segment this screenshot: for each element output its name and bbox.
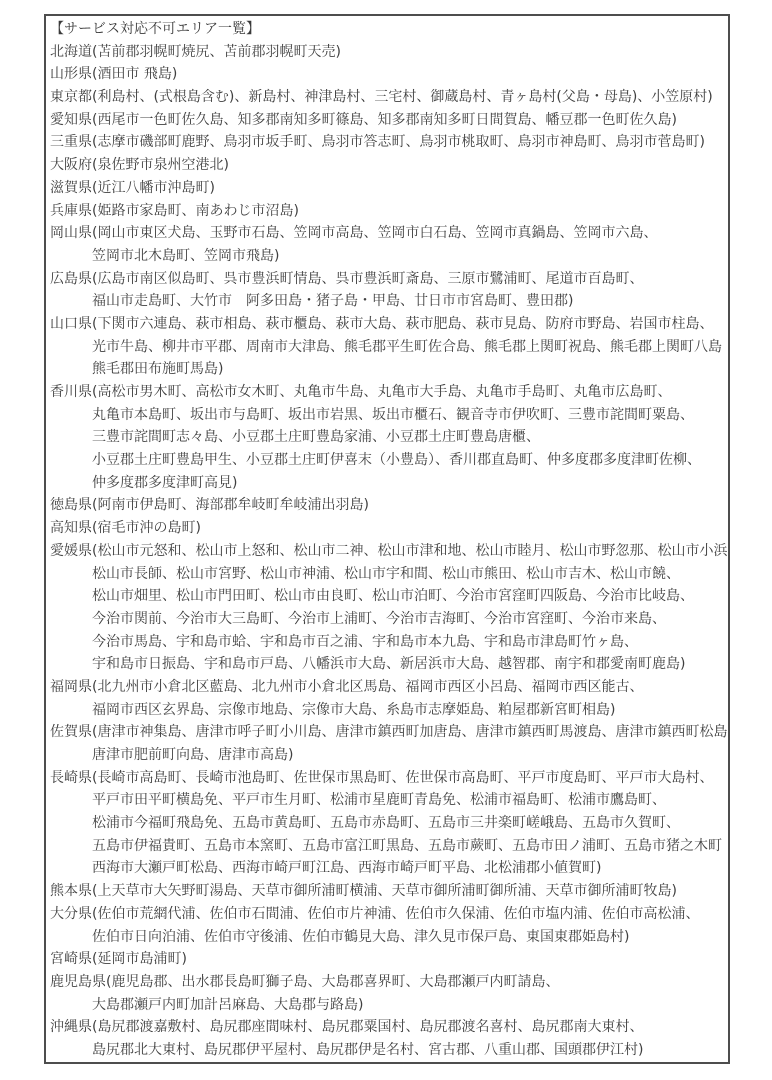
area-line: 今治市関前、今治市大三島町、今治市上浦町、今治市吉海町、今治市宮窪町、今治市来島、	[92, 610, 666, 627]
area-line: 島尻郡北大東村、島尻郡伊平屋村、島尻郡伊是名村、宮古郡、八重山郡、国頭郡伊江村)	[92, 1041, 644, 1058]
area-line: 松浦市今福町飛島免、五島市黄島町、五島市赤島町、五島市三井楽町嵯峨島、五島市久賀町、	[92, 815, 680, 832]
area-lines	[50, 41, 728, 1062]
area-line: 光市牛島、柳井市平郡、周南市大津島、熊毛郡平生町佐合島、熊毛郡上関町祝島、熊毛郡上関町八島	[92, 338, 722, 355]
area-line: 鹿児島県(鹿児島郡、出水郡長島町獅子島、大島郡喜界町、大島郡瀬戸内町請島、	[50, 973, 560, 990]
area-line: 丸亀市本島町、坂出市与島町、坂出市岩黒、坂出市櫃石、観音寺市伊吹町、三豊市詫間町粟島、	[92, 406, 694, 423]
area-line: 滋賀県(近江八幡市沖島町)	[50, 179, 215, 196]
area-line: 熊本県(上天草市大矢野町湯島、天草市御所浦町横浦、天草市御所浦町御所浦、天草市御所浦町牧島)	[50, 883, 677, 900]
area-line: 山形県(酒田市 飛島)	[50, 66, 178, 83]
area-line: 平戸市田平町横島免、平戸市生月町、松浦市星鹿町青島免、松浦市福島町、松浦市鷹島町、	[92, 792, 666, 809]
area-line: 山口県(下関市六連島、萩市相島、萩市櫃島、萩市大島、萩市肥島、萩市見島、防府市野島、岩国市柱島、	[50, 315, 714, 332]
list-title: 【サービス対応不可エリア一覧】	[50, 21, 260, 37]
area-line: 小豆郡土庄町豊島甲生、小豆郡土庄町伊喜末（小豊島）、香川郡直島町、仲多度郡多度津町佐柳、	[92, 452, 701, 469]
area-line: 大島郡瀬戸内町加計呂麻島、大島郡与路島)	[92, 996, 364, 1013]
area-line: 笠岡市北木島町、笠岡市飛島)	[92, 247, 280, 264]
area-line: 広島県(広島市南区似島町、呉市豊浜町情島、呉市豊浜町斎島、三原市鷺浦町、尾道市百島町、	[50, 270, 644, 287]
area-line: 徳島県(阿南市伊島町、海部郡牟岐町牟岐浦出羽島)	[50, 497, 369, 514]
area-line: 松山市畑里、松山市門田町、松山市由良町、松山市泊町、今治市宮窪町四阪島、今治市比岐島、	[92, 588, 694, 605]
area-line: 今治市馬島、宇和島市蛤、宇和島市百之浦、宇和島市本九島、宇和島市津島町竹ヶ島、	[92, 633, 638, 650]
area-line: 兵庫県(姫路市家島町、南あわじ市沼島)	[50, 202, 299, 219]
area-line: 愛知県(西尾市一色町佐久島、知多郡南知多町篠島、知多郡南知多町日間賀島、幡豆郡一色町佐久島)	[50, 111, 677, 128]
area-line: 佐賀県(唐津市神集島、唐津市呼子町小川島、唐津市鎮西町加唐島、唐津市鎮西町馬渡島、唐津市鎮西町松島	[50, 724, 728, 741]
area-line: 福山市走島町、大竹市 阿多田島・猪子島・甲島、廿日市市宮島町、豊田郡)	[92, 293, 574, 310]
area-line: 宮崎県(延岡市島浦町)	[50, 951, 187, 968]
area-line: 愛媛県(松山市元怒和、松山市上怒和、松山市二神、松山市津和地、松山市睦月、松山市野忽那、松山市小浜	[50, 542, 728, 559]
area-line: 三豊市詫間町志々島、小豆郡土庄町豊島家浦、小豆郡土庄町豊島唐櫃、	[92, 429, 540, 446]
area-line: 香川県(高松市男木町、高松市女木町、丸亀市牛島、丸亀市大手島、丸亀市手島町、丸亀市広島町、	[50, 384, 672, 400]
area-line: 大分県(佐伯市荒網代浦、佐伯市石間浦、佐伯市片神浦、佐伯市久保浦、佐伯市塩内浦、佐伯市高松浦、	[50, 905, 700, 922]
area-line: 三重県(志摩市磯部町鹿野、鳥羽市坂手町、鳥羽市答志町、鳥羽市桃取町、鳥羽市神島町、鳥羽市菅島町)	[50, 134, 705, 151]
service-unavailable-area-list	[44, 14, 730, 1064]
area-line: 高知県(宿毛市沖の島町)	[50, 520, 201, 537]
area-line: 佐伯市日向泊浦、佐伯市守後浦、佐伯市鶴見大島、津久見市保戸島、東国東郡姫島村)	[92, 928, 630, 945]
area-line: 福岡市西区玄界島、宗像市地島、宗像市大島、糸島市志摩姫島、粕屋郡新宮町相島)	[92, 701, 616, 718]
area-line: 長崎県(長崎市高島町、長崎市池島町、佐世保市黒島町、佐世保市高島町、平戸市度島町、平戸市大島村、	[50, 769, 714, 786]
area-line: 岡山県(岡山市東区犬島、玉野市石島、笠岡市高島、笠岡市白石島、笠岡市真鍋島、笠岡市六島、	[50, 225, 658, 242]
area-line: 大阪府(泉佐野市泉州空港北)	[50, 157, 229, 174]
area-line: 仲多度郡多度津町高見)	[92, 474, 238, 491]
area-line: 沖縄県(島尻郡渡嘉敷村、島尻郡座間味村、島尻郡粟国村、島尻郡渡名喜村、島尻郡南大東村、	[50, 1019, 644, 1036]
area-line: 熊毛郡田布施町馬島)	[92, 361, 224, 378]
area-line: 宇和島市日振島、宇和島市戸島、八幡浜市大島、新居浜市大島、越智郡、南宇和郡愛南町鹿島)	[92, 656, 686, 673]
area-line: 唐津市肥前町向島、唐津市高島)	[92, 747, 294, 763]
area-line: 東京都(利島村、(式根島含む)、新島村、神津島村、三宅村、御蔵島村、青ヶ島村(父島・母島)、小笠原村)	[50, 89, 713, 106]
area-line: 西海市大瀬戸町松島、西海市崎戸町江島、西海市崎戸町平島、北松浦郡小値賀町)	[92, 860, 602, 877]
area-line: 松山市長師、松山市宮野、松山市神浦、松山市宇和間、松山市熊田、松山市吉木、松山市饒、	[92, 565, 680, 582]
area-line: 福岡県(北九州市小倉北区藍島、北九州市小倉北区馬島、福岡市西区小呂島、福岡市西区能古、	[50, 678, 644, 695]
area-line: 北海道(苫前郡羽幌町焼尻、苫前郡羽幌町天売)	[50, 43, 341, 60]
area-line: 五島市伊福貴町、五島市本窯町、五島市富江町黒島、五島市蕨町、五島市田ノ浦町、五島市猪之木町	[92, 837, 722, 854]
